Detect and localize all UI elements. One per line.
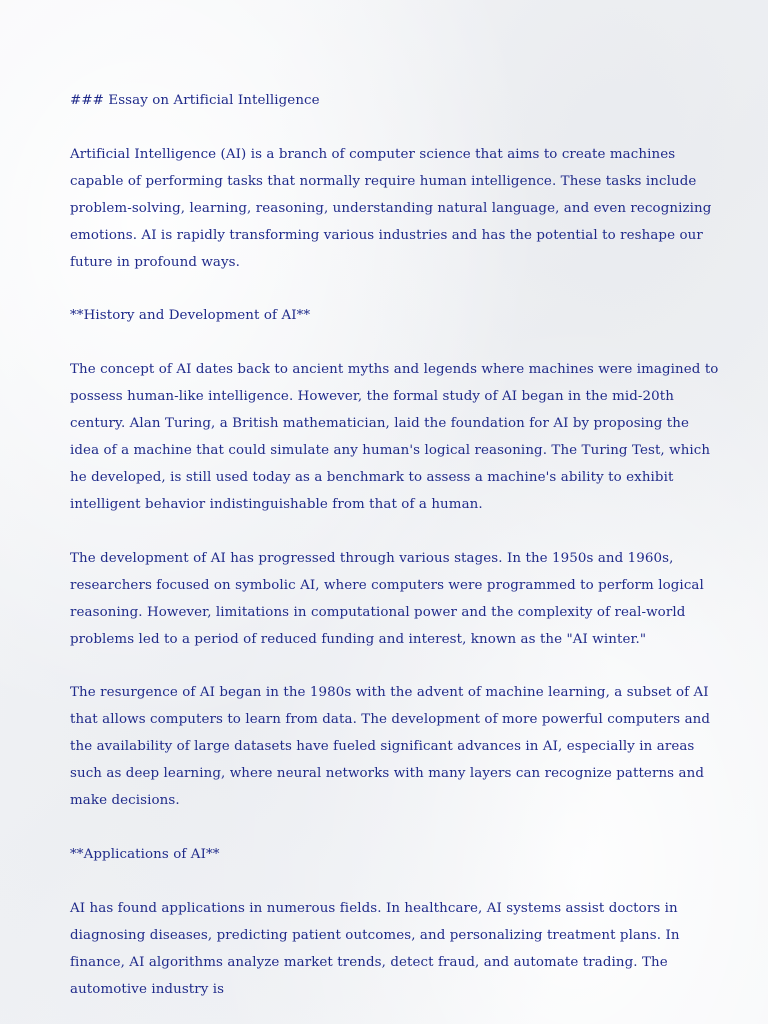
essay-body bbox=[70, 88, 720, 1024]
history-heading: **History and Development of AI** bbox=[70, 308, 311, 324]
history-paragraph-2: The development of AI has progressed through various stages. In the 1950s and 1960s, researchers focused on symbolic AI, where computers were programmed to perform logical reasoning. However, limitations in computational power and the complexity of real-world problems led to a period of reduced funding and interest, known as the "AI winter." bbox=[70, 550, 704, 647]
history-paragraph-1: The concept of AI dates back to ancient myths and legends where machines were imagined to possess human-like intelligence. However, the formal study of AI began in the mid-20th century. Alan Turing, a British mathematician, laid the foundation for AI by proposing the idea of a machine that could simulate any human's logical reasoning. The Turing Test, which he developed, is still used today as a benchmark to assess a machine's ability to exhibit intelligent behavior indistinguishable from that of a human. bbox=[70, 362, 719, 512]
intro-paragraph: Artificial Intelligence (AI) is a branch of computer science that aims to create machines capable of performing tasks that normally require human intelligence. These tasks include problem-solving, learning, reasoning, understanding natural language, and even recognizing emotions. AI is rapidly transforming various industries and has the potential to reshape our future in profound ways. bbox=[70, 146, 712, 270]
history-paragraph-3: The resurgence of AI began in the 1980s with the advent of machine learning, a subset of AI that allows computers to learn from data. The development of more powerful computers and the availability of large datasets have fueled significant advances in AI, especially in areas such as deep learning, where neural networks with many layers can recognize patterns and make decisions. bbox=[70, 685, 711, 809]
essay-title: ### Essay on Artificial Intelligence bbox=[70, 93, 320, 108]
applications-paragraph-1: AI has found applications in numerous fields. In healthcare, AI systems assist doctors in diagnosing diseases, predicting patient outcomes, and personalizing treatment plans. In finance, AI algorithms analyze market trends, detect fraud, and automate trading. The automotive industry is bbox=[70, 900, 680, 997]
applications-heading: **Applications of AI** bbox=[70, 846, 220, 862]
